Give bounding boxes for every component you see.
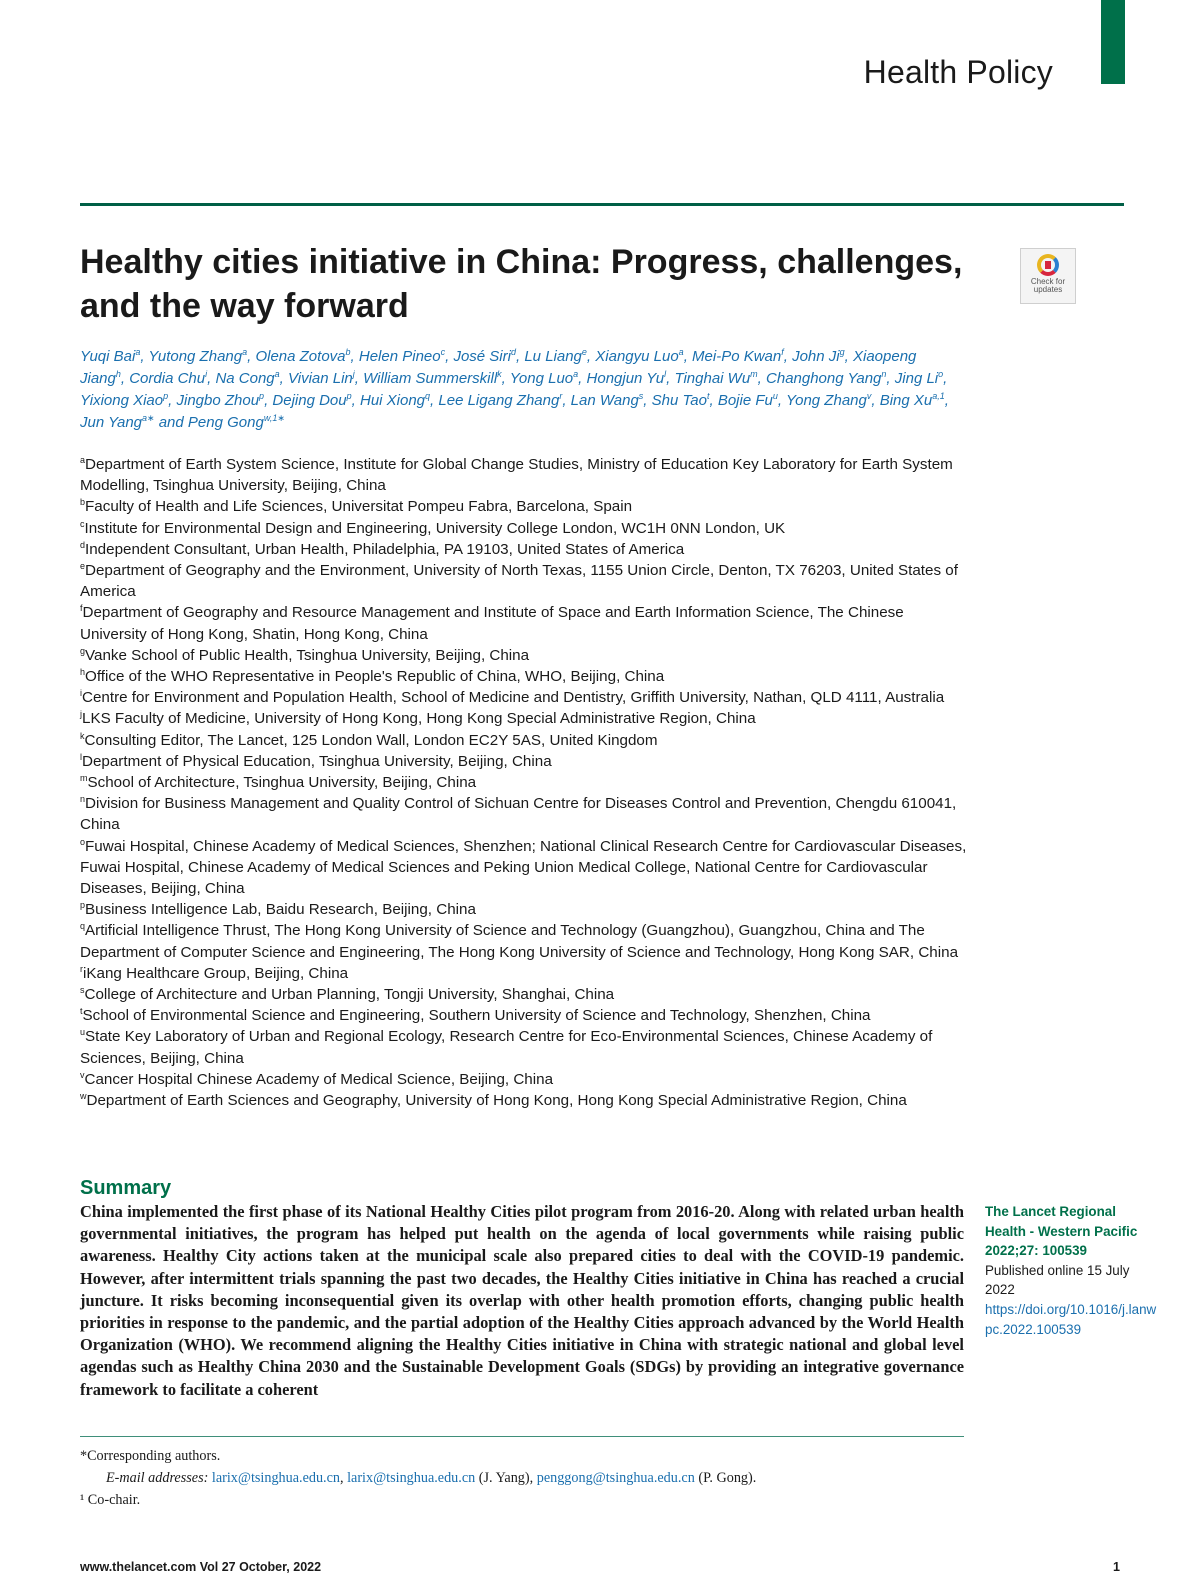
author-name: Changhong Yang (766, 370, 882, 387)
badge-line-2: updates (1033, 285, 1063, 294)
author-name: Hui Xiong (359, 392, 426, 409)
footnotes (80, 1445, 970, 1511)
affiliation-mark: k (80, 730, 85, 741)
author-name: Bojie Fu (717, 392, 773, 409)
affiliation-item (80, 666, 970, 687)
affiliation-text: Division for Business Management and Quality Control of Sichuan Centre for Diseases Control and Prevention, Chengdu 610041, China (80, 795, 957, 834)
affiliation-text: College of Architecture and Urban Planning, Tongji University, Shanghai, China (84, 986, 615, 1004)
author-name: Hongjun Yu (586, 370, 665, 387)
author-affiliation-mark: i (205, 369, 208, 379)
author-name: Vivian Lin (288, 370, 353, 387)
email-label: E-mail addresses: (106, 1470, 209, 1486)
affiliation-mark: j (80, 709, 82, 720)
header-accent-bar (1101, 0, 1125, 84)
affiliation-mark: f (80, 603, 83, 614)
author-name: Dejing Dou (272, 392, 347, 409)
affiliation-item (80, 1069, 970, 1090)
affiliation-item (80, 454, 970, 496)
author-affiliation-mark: a∗ (142, 413, 155, 423)
author-affiliation-mark: v (866, 391, 872, 401)
affiliation-text: Institute for Environmental Design and Engineering, University College London, WC1H 0NN London, UK (84, 519, 786, 537)
author-name: Yong Zhang (785, 392, 867, 409)
author-name: Xiaopeng Jiang (80, 348, 917, 387)
email-link-1[interactable]: larix@tsinghua.edu.cn (211, 1470, 340, 1486)
affiliation-item (80, 793, 970, 835)
author-name: José Siri (453, 348, 511, 365)
affiliation-item (80, 687, 970, 708)
affiliation-text: State Key Laboratory of Urban and Regional Ecology, Research Centre for Eco-Environmental Sciences, Chinese Academy of Sciences, Beijing, China (80, 1028, 933, 1067)
summary-text: China implemented the first phase of its National Healthy Cities pilot program from 2016-20. Along with related urban health governmental initiatives, the program has helped put health on the agenda of local governments while raising public awareness. Healthy City actions taken at the municipal scale also prepared cities to deal with the COVID-19 pandemic. However, after intermittent trials spanning the past two decades, the Healthy Cities initiative in China has reached a crucial juncture. It risks becoming inconsequential given its overlap with other health promotion efforts, changing public health priorities in response to the pandemic, and the partial adoption of the Healthy Cities approach advanced by the World Health Organization (WHO). We recommend aligning the Healthy Cities initiative in China with strategic national and global level agendas such as Healthy China 2030 and the Sustainable Development Goals (SDGs) by providing an integrative governance framework to facilitate a coherent (80, 1202, 964, 1399)
author-name: Yuqi Bai (80, 348, 136, 365)
author-list: Yuqi Bai$^a$, Yutong Zhang$^a$, Olena Zotova$^b$, Helen Pineo$^c$, José Siri$^d$, Lu Liang$^e$, Xiangyu Luo$^a$, Mei-Po Kwan$^f$, John Ji$^g$, Xiaopeng Jiang$^h$, Cordia Chu$^i$, Na Cong$^a$, Vivian Lin$^j$, William Summerskill$^k$, Yong Luo$^a$, Hongjun Yu$^l$, Tinghai Wu$^m$, Changhong Yang$^n$, Jing Li$^o$, Yixiong Xiao$^p$, Jingbo Zhou$^p$, Dejing Dou$^p$, Hui Xiong$^q$, Lee Ligang Zhang$^r$, Lan Wang$^s$, Shu Tao$^t$, Bojie Fu$^u$, Yong Zhang$^v$, Bing Xu$^{a,1}$, Jun Yang$^{a∗}$ and Peng Gong$^{w,1∗}$ (80, 347, 949, 431)
affiliation-item (80, 496, 970, 517)
article-title: Healthy cities initiative in China: Progress, challenges, and the way forward (80, 243, 963, 325)
author-name: Jingbo Zhou (176, 392, 260, 409)
author-affiliation-mark: c (440, 347, 446, 357)
author-affiliation-mark: k (497, 369, 502, 379)
author-name: Xiangyu Luo (595, 348, 679, 365)
affiliation-mark: g (80, 645, 86, 656)
author-affiliation-mark: a (274, 369, 280, 379)
article-info-sidebar (985, 1202, 1160, 1339)
affiliation-list (80, 454, 970, 1111)
affiliation-mark: q (80, 921, 86, 932)
affiliation-item (80, 836, 970, 900)
affiliation-text: Business Intelligence Lab, Baidu Research, Beijing, China (85, 901, 476, 919)
author-name: John Ji (792, 348, 840, 365)
author-name: Jing Li (894, 370, 939, 387)
affiliation-text: Faculty of Health and Life Sciences, Universitat Pompeu Fabra, Barcelona, Spain (85, 498, 633, 516)
author-affiliation-mark: s (638, 391, 644, 401)
affiliation-text: Artificial Intelligence Thrust, The Hong Kong University of Science and Technology (Guangzhou), Guangzhou, China and The Department of Computer Science and Engineering, The Hong Kong University of Science and Technology, Hong Kong SAR, China (80, 922, 959, 961)
affiliation-item (80, 539, 970, 560)
email-owner-2: (P. Gong). (694, 1470, 757, 1486)
affiliation-text: Cancer Hospital Chinese Academy of Medical Science, Beijing, China (84, 1070, 554, 1088)
affiliation-mark: h (80, 666, 86, 677)
affiliation-mark: l (80, 751, 82, 762)
affiliation-item (80, 1026, 970, 1068)
author-name: Cordia Chu (129, 370, 206, 387)
affiliation-text: Vanke School of Public Health, Tsinghua University, Beijing, China (85, 646, 530, 664)
author-affiliation-mark: j (352, 369, 355, 379)
author-name: Olena Zotova (255, 348, 346, 365)
affiliation-text: School of Environmental Science and Engineering, Southern University of Science and Technology, Shenzhen, China (82, 1007, 871, 1025)
affiliation-text: School of Architecture, Tsinghua University, Beijing, China (87, 774, 477, 792)
author-affiliation-mark: b (345, 347, 351, 357)
affiliation-mark: s (80, 985, 85, 996)
email-owner-1: (J. Yang), (475, 1470, 537, 1486)
affiliation-mark: w (80, 1091, 87, 1102)
author-affiliation-mark: p (259, 391, 265, 401)
affiliation-text: LKS Faculty of Medicine, University of Hong Kong, Hong Kong Special Administrative Region, China (82, 710, 756, 728)
affiliation-item (80, 772, 970, 793)
author-affiliation-mark: o (938, 369, 944, 379)
footnote-rule (80, 1436, 964, 1437)
author-affiliation-mark: a (573, 369, 579, 379)
affiliation-text: Department of Physical Education, Tsinghua University, Beijing, China (82, 752, 552, 770)
affiliation-text: Department of Geography and the Environment, University of North Texas, 1155 Union Circle, Denton, TX 76203, United States of America (80, 562, 958, 601)
affiliation-text: Office of the WHO Representative in People's Republic of China, WHO, Beijing, China (85, 668, 665, 686)
affiliation-mark: d (80, 539, 86, 550)
email-link-3[interactable]: penggong@tsinghua.edu.cn (536, 1470, 695, 1486)
author-affiliation-mark: q (425, 391, 431, 401)
author-name: Peng Gong (187, 414, 264, 431)
affiliation-item (80, 1090, 970, 1111)
bookmark-ring-icon (1037, 254, 1059, 276)
author-affiliation-mark: p (346, 391, 352, 401)
affiliation-mark: m (80, 772, 88, 783)
author-name: Tinghai Wu (674, 370, 751, 387)
author-affiliation-mark: a (242, 347, 248, 357)
author-affiliation-mark: u (772, 391, 778, 401)
author-name: Lan Wang (570, 392, 639, 409)
author-name: Shu Tao (651, 392, 707, 409)
affiliation-mark: i (80, 688, 82, 699)
corresponding-note: *Corresponding authors. (80, 1448, 221, 1464)
journal-citation: The Lancet Regional Health - Western Pacific 2022;27: 100539 (985, 1204, 1138, 1259)
badge-line-1: Check for (1030, 277, 1066, 286)
author-affiliation-mark: t (706, 391, 710, 401)
affiliation-mark: a (80, 454, 86, 465)
author-name: Na Cong (215, 370, 275, 387)
header-rule (80, 203, 1124, 206)
author-affiliation-mark: r (559, 391, 563, 401)
affiliation-mark: t (80, 1006, 83, 1017)
affiliation-text: Department of Earth System Science, Institute for Global Change Studies, Ministry of Education Key Laboratory for Earth System Modelling, Tsinghua University, Beijing, China (80, 456, 953, 495)
cochair-note: ¹ Co-chair. (80, 1492, 141, 1508)
author-name: Mei-Po Kwan (692, 348, 782, 365)
affiliation-item (80, 645, 970, 666)
author-name: Yutong Zhang (148, 348, 243, 365)
affiliation-text: Fuwai Hospital, Chinese Academy of Medical Sciences, Shenzhen; National Clinical Research Centre for Cardiovascular Diseases, Fuwai Hospital, Chinese Academy of Medical Sciences and Peking Union Medical College, National Centre for Cardiovascular Diseases, Beijing, China (80, 837, 967, 898)
page-number: 1 (1113, 1560, 1120, 1574)
author-affiliation-mark: n (881, 369, 887, 379)
affiliation-item (80, 730, 970, 751)
author-affiliation-mark: f (781, 347, 784, 357)
affiliation-item (80, 984, 970, 1005)
affiliation-mark: u (80, 1027, 86, 1038)
author-affiliation-mark: a,1 (932, 391, 945, 401)
affiliation-item (80, 518, 970, 539)
author-affiliation-mark: a (678, 347, 684, 357)
affiliation-mark: v (80, 1069, 85, 1080)
affiliation-text: Independent Consultant, Urban Health, Philadelphia, PA 19103, United States of America (85, 540, 685, 558)
author-affiliation-mark: m (750, 369, 758, 379)
author-name: Bing Xu (879, 392, 933, 409)
author-affiliation-mark: p (163, 391, 169, 401)
author-name: Lee Ligang Zhang (438, 392, 560, 409)
author-affiliation-mark: l (664, 369, 667, 379)
author-affiliation-mark: h (115, 369, 121, 379)
affiliation-item (80, 963, 970, 984)
doi-link[interactable]: https://doi.org/10.1016/j.lanwpc.2022.100539 (985, 1301, 1157, 1337)
author-affiliation-mark: e (581, 347, 587, 357)
author-name: William Summerskill (363, 370, 498, 387)
affiliation-item (80, 1005, 970, 1026)
affiliation-mark: c (80, 518, 85, 529)
affiliation-text: Department of Earth Sciences and Geography, University of Hong Kong, Hong Kong Special Administrative Region, China (86, 1092, 907, 1110)
affiliation-item (80, 560, 970, 602)
author-name: Yong Luo (509, 370, 574, 387)
affiliation-item (80, 751, 970, 772)
footer-source: www.thelancet.com Vol 27 October, 2022 (80, 1560, 322, 1574)
affiliation-text: iKang Healthcare Group, Beijing, China (83, 964, 349, 982)
author-affiliation-mark: w,1∗ (263, 413, 285, 423)
author-affiliation-mark: a (135, 347, 141, 357)
publication-date: Published online 15 July 2022 (985, 1262, 1130, 1298)
affiliation-mark: p (80, 900, 86, 911)
email-link-2[interactable]: larix@tsinghua.edu.cn (347, 1470, 476, 1486)
affiliation-text: Department of Geography and Resource Management and Institute of Space and Earth Information Science, The Chinese University of Hong Kong, Shatin, Hong Kong, China (80, 604, 904, 643)
affiliation-text: Centre for Environment and Population Health, School of Medicine and Dentistry, Griffith University, Nathan, QLD 4111, Australia (82, 689, 945, 707)
section-label: Health Policy (863, 54, 1053, 90)
summary-heading: Summary (80, 1177, 172, 1199)
email-separator: , (340, 1470, 348, 1486)
affiliation-item (80, 920, 970, 962)
affiliation-mark: o (80, 836, 86, 847)
email-line (80, 1467, 970, 1489)
author-name: Jun Yang (80, 414, 142, 431)
check-for-updates-badge[interactable] (1020, 248, 1076, 304)
affiliation-item (80, 602, 970, 644)
affiliation-mark: b (80, 497, 86, 508)
affiliation-mark: e (80, 560, 86, 571)
author-name: Yixiong Xiao (80, 392, 164, 409)
author-affiliation-mark: d (510, 347, 516, 357)
author-affiliation-mark: g (839, 347, 845, 357)
affiliation-item (80, 708, 970, 729)
affiliation-text: Consulting Editor, The Lancet, 125 London Wall, London EC2Y 5AS, United Kingdom (84, 731, 658, 749)
author-name: Helen Pineo (358, 348, 441, 365)
author-name: Lu Liang (524, 348, 582, 365)
affiliation-item (80, 899, 970, 920)
affiliation-mark: n (80, 794, 86, 805)
affiliation-mark: r (80, 963, 83, 974)
